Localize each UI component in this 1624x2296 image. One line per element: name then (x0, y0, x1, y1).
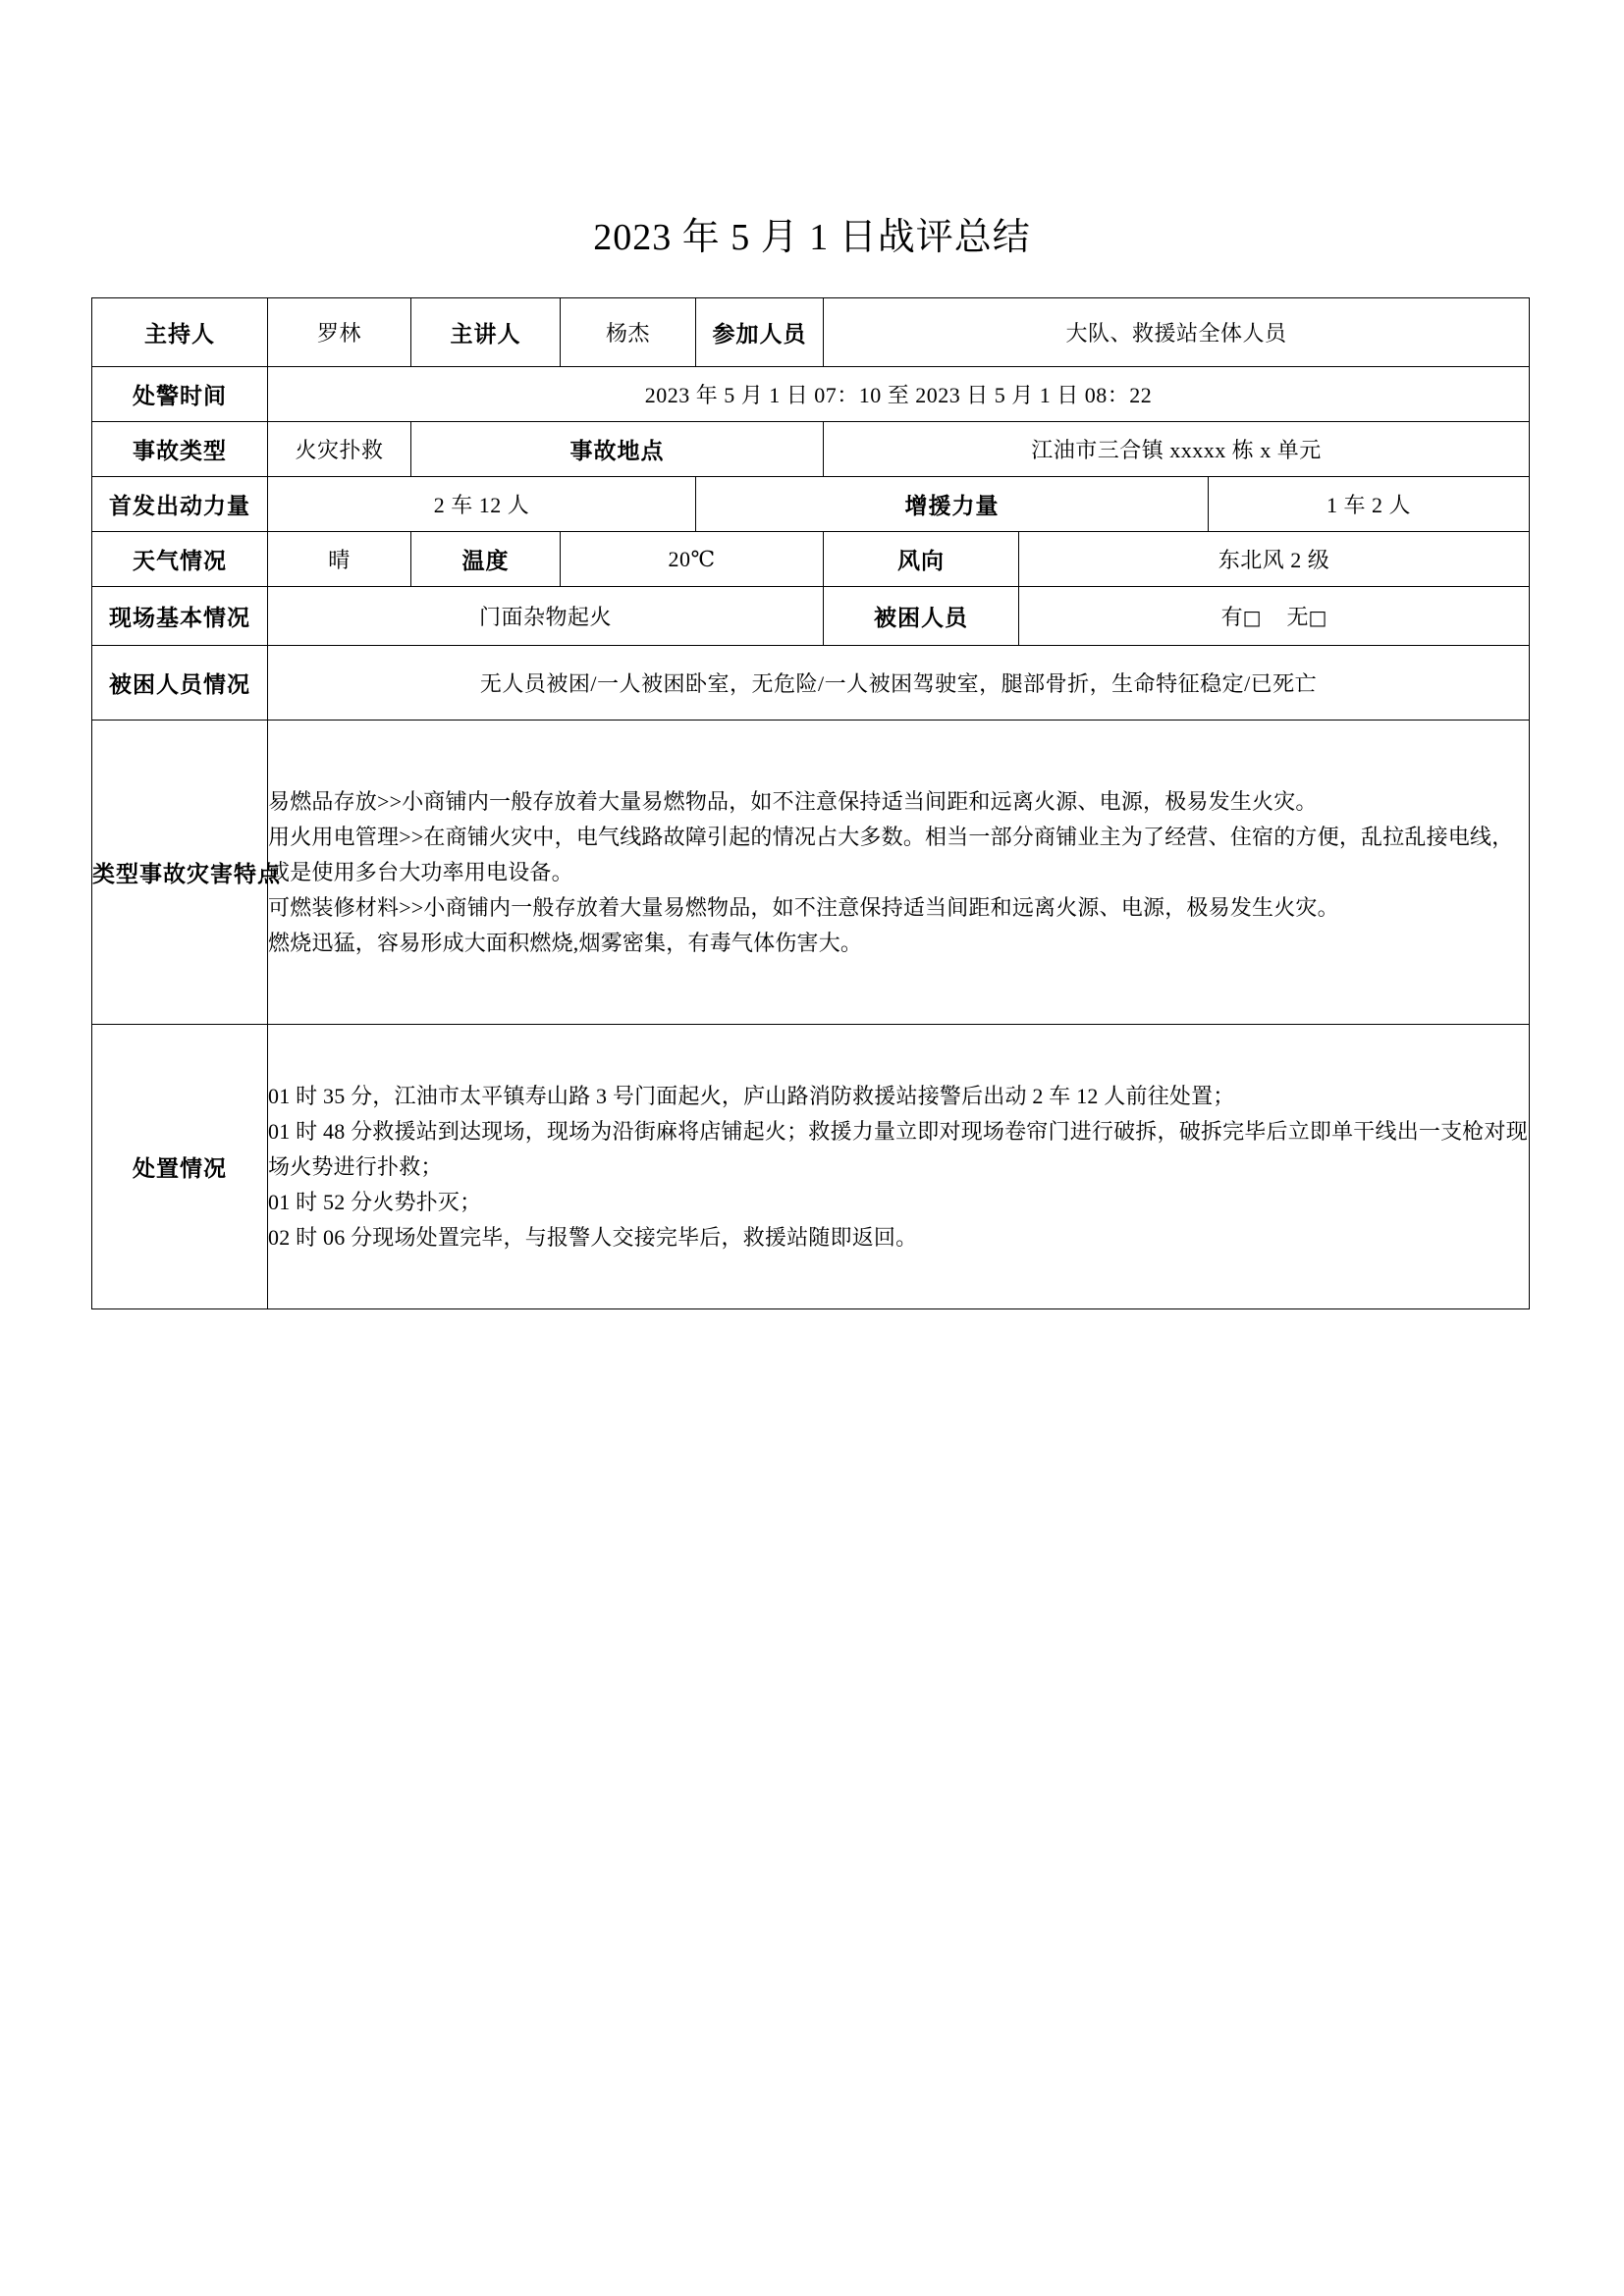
battle-review-summary-table (91, 297, 1530, 1309)
page-title: 2023 年 5 月 1 日战评总结 (593, 217, 1031, 258)
hazard-features-cell (268, 721, 1530, 1025)
response-line: 01 时 52 分火势扑灭； (268, 1189, 482, 1214)
table-row-force (92, 477, 1530, 532)
response-line: 01 时 48 分救援站到达现场，现场为沿街麻将店铺起火；救援力量立即对现场卷帘门进行破拆，破拆完毕后立即单干线出一支枪对现场火势进行扑救； (268, 1118, 1528, 1179)
weather-label: 天气情况 (92, 532, 268, 587)
response-actions-cell (268, 1025, 1530, 1309)
hazard-line: 可燃装修材料>>小商铺内一般存放着大量易燃物品，如不注意保持适当间距和远离火源、电源，极易发生火灾。 (268, 894, 1339, 920)
trapped-choice-group (1221, 605, 1327, 629)
wind-value: 东北风 2 级 (1019, 532, 1530, 587)
trapped-detail-label: 被困人员情况 (92, 646, 268, 721)
initial-force-label: 首发出动力量 (92, 477, 268, 532)
trapped-detail-value: 无人员被困/一人被困卧室，无危险/一人被困驾驶室，腿部骨折，生命特征稳定/已死亡 (268, 646, 1530, 721)
scene-value: 门面杂物起火 (268, 587, 824, 646)
host-value: 罗林 (268, 298, 411, 367)
incident-type-value: 火灾扑救 (268, 422, 411, 477)
hazard-features-label: 类型事故灾害特点 (92, 721, 268, 1025)
reinforcement-label: 增援力量 (696, 477, 1209, 532)
trapped-no-checkbox[interactable]: □ (1308, 606, 1327, 629)
trapped-people-label: 被困人员 (824, 587, 1019, 646)
temperature-label: 温度 (411, 532, 561, 587)
incident-type-label: 事故类型 (92, 422, 268, 477)
response-actions-label: 处置情况 (92, 1025, 268, 1309)
alarm-time-value: 2023 年 5 月 1 日 07：10 至 2023 日 5 月 1 日 08：22 (268, 367, 1530, 422)
table-row-host (92, 298, 1530, 367)
table-row-incident (92, 422, 1530, 477)
incident-place-label: 事故地点 (411, 422, 824, 477)
scene-label: 现场基本情况 (92, 587, 268, 646)
attendees-value: 大队、救援站全体人员 (824, 298, 1530, 367)
table-row-response-actions (92, 1025, 1530, 1309)
hazard-features-text (268, 784, 1529, 961)
table-row-trapped-detail (92, 646, 1530, 721)
wind-label: 风向 (824, 532, 1019, 587)
host-label: 主持人 (92, 298, 268, 367)
trapped-people-checkboxes (1019, 587, 1530, 646)
hazard-line: 燃烧迅猛，容易形成大面积燃烧,烟雾密集，有毒气体伤害大。 (268, 930, 863, 955)
table-row-weather (92, 532, 1530, 587)
weather-value: 晴 (268, 532, 411, 587)
response-line: 02 时 06 分现场处置完毕，与报警人交接完毕后，救援站随即返回。 (268, 1224, 918, 1250)
trapped-yes-checkbox[interactable]: □ (1242, 606, 1262, 629)
table-row-alarm-time (92, 367, 1530, 422)
attendees-label: 参加人员 (696, 298, 824, 367)
table-row-scene (92, 587, 1530, 646)
reinforcement-value: 1 车 2 人 (1209, 477, 1530, 532)
alarm-time-label: 处警时间 (92, 367, 268, 422)
hazard-line: 易燃品存放>>小商铺内一般存放着大量易燃物品，如不注意保持适当间距和远离火源、电源，极易发生火灾。 (268, 788, 1318, 814)
incident-place-value: 江油市三合镇 xxxxx 栋 x 单元 (824, 422, 1530, 477)
response-actions-text (268, 1079, 1529, 1255)
hazard-line: 用火用电管理>>在商铺火灾中，电气线路故障引起的情况占大多数。相当一部分商铺业主为了经营、住宿的方便，乱拉乱接电线，或是使用多台大功率用电设备。 (268, 824, 1514, 884)
speaker-label: 主讲人 (411, 298, 561, 367)
response-line: 01 时 35 分，江油市太平镇寿山路 3 号门面起火，庐山路消防救援站接警后出动 2 车 12 人前往处置； (268, 1083, 1235, 1108)
temperature-value: 20℃ (561, 532, 824, 587)
trapped-no-label: 无 (1286, 605, 1309, 629)
table-row-hazard-features (92, 721, 1530, 1025)
speaker-value: 杨杰 (561, 298, 696, 367)
initial-force-value: 2 车 12 人 (268, 477, 696, 532)
trapped-yes-label: 有 (1220, 605, 1243, 629)
